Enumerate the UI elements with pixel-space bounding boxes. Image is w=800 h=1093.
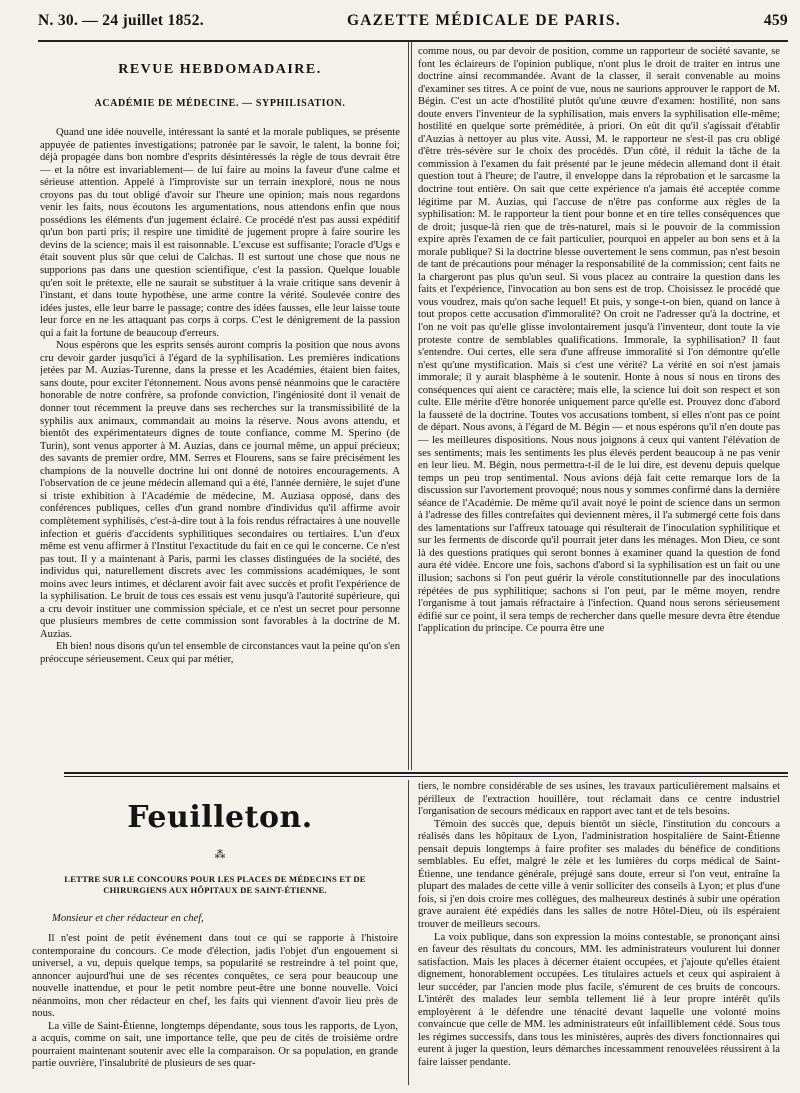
article-paragraph: comme nous, ou par devoir de position, comme un rapporteur de société savante, se font les éclaireurs de l'opinion publique, n'ont plus le droit de traiter en intrus une doctrine ainsi recommandée. Avant de la classer, il serait convenable au moins d'examiner ses titres. A ce point de vue, nous ne saurions approuver le rapport de M. Bégin. C'est un acte d'hostilité plutôt qu'une œuvre d'examen: hostilité, non sans doute envers l'inventeur de la syphilisation, mais envers la syphilisation elle-même; hostilité en quelque sorte préméditée, à priori. On eût dit qu'il s'agissait d'établir d'Auzias à nettoyer au plus vite. Aussi, M. le rapporteur ne s'est-il pas cru obligé d'être très-sévère sur le choix des procédés. D'un côté, il réduit la tâche de la commission à l'examen du fait présenté par le jeune médecin allemand dont il était question tout à l'heure; de l'autre, il enveloppe dans la réprobation et le sarcasme la doctrine tout entière. On sait que cette expérience n'a jamais été acceptée comme légitime par M. Auzias, qui l'accuse de n'être pas conforme aux règles de la syphilisation: M. le rapporteur la tient pour bonne et en tire telles conséquences que de droit; jusque-là rien que de très-naturel, mais si le pouvoir de la commission expire après l'examen de ce fait particulier, pourquoi en appeler au bon sens et à la morale publique? Si la doctrine blesse ouvertement le sens commun, pas n'est besoin de tant de précautions pour ménager la responsabilité de la commission; cent faits ne la chargeront pas plus qu'un seul. Si vous placez au contraire la question dans les faits et l'expérience, l'invocation au bon sens est de trop. Choisissez le procédé que vous voudrez, mais qu'on sache lequel! Et puis, y songe-t-on bien, quand on lance à tout propos cette accusation d'immoralité? On croit ne l'adresser qu'à la doctrine, et l'on ne voit pas qu'elle glisse involontairement jusqu'à l'inventeur, dont toute la vie proteste contre de semblables qualifications. Immorale, la syphilisation? Il faut s'entendre. Oui certes, elle sera d'une affreuse immoralité si l'on démontre qu'elle n'est qu'une mystification. Mais si c'est une vérité? La vérité en soi n'est jamais immorale; il y aurait blasphème à le soutenir. Honte à nous si nous en tirons des conséquences qui aient ce caractère; mais elle, la science lui doit son respect et son culte. Elle mérite d'être honorée uniquement parce qu'elle est. Prouvez donc d'abord la fausseté de la doctrine. Toutes vos accusations tombent, si elles n'ont pas ce point de départ. Nous avons, à l'égard de M. Bégin — et nous espérons qu'il n'en doute pas — les meilleures dispositions. Nous nous joignons à ceux qui vantent l'élévation de ses sentiments; mais les sentiments les plus élevés perdent beaucoup à ne pas venir en leur lieu. M. Bégin, nous permettra-t-il de le lui dire, est devenu depuis quelque temps un peu trop sentimental. Nous avions déjà fait cette remarque lors de la discussion sur l'avortement provoqué; nous nous y sommes confirmé dans la dernière séance de l'Académie. De même qu'il avait noyé le point de science dans un sermon à l'adresse des filles contrefaites qui deviennent mères, il l'a submergé cette fois dans des lamentations sur l'affreux tatouage qui résulterait de l'inoculation syphilitique et sur les ferments de discorde qu'il pourrait jeter dans les ménages. Mon Dieu, ce sont là des questions pratiques qui seront bonnes à examiner quand la question de fond aura été vidée. Encore une fois, sachons d'abord si la syphilisation est un fait ou une illusion; sachons si l'on peut guérir la vérole constitutionnelle par des inoculations répétées de pus syphilitique; sachons si l'on peut, par le même moyen, rendre l'organisme à tout jamais réfractaire à l'infection. Quand nous serons sérieusement édifié sur ce point, il sera temps de rechercher dans quelle mesure devra être étendue l'application du principe. Ce pourra être une <box>418 46 780 635</box>
feuilleton-paragraph: tiers, le nombre considérable de ses usines, les travaux particulièrement malsains et périlleux de l'extraction houillère, tout réclamait dans ce centre industriel l'organisation de secours médicaux en rapport avec tant et de tels besoins. <box>418 781 780 818</box>
section-subtitle: ACADÉMIE DE MÉDECINE. — SYPHILISATION. <box>94 98 346 109</box>
feuilleton-paragraph: Témoin des succès que, depuis bientôt un siècle, l'institution du concours a réalisés dans les hôpitaux de Lyon, l'administration hospitalière de Saint-Étienne pensait depuis longtemps à faire profiter ses malades du bénéfice de conditions semblables. Eu effet, malgré le zèle et les lumières du corps médical de Saint-Étienne, une tendance générale, préjugé sans doute, erreur si l'on veut, entraîne la plupart des malades de cette ville à venir solliciter des conseils à Lyon; et plus d'une fois, si j'en dois croire mes collègues, des malheureux destinés à subir une opération grave auraient été expédiés dans les salles de notre Hôtel-Dieu, où ils espéraient trouver de meilleurs secours. <box>418 818 780 931</box>
article-paragraph: Nous espérons que les esprits sensés auront compris la position que nous avons cru devoir garder jusqu'ici à l'égard de la syphilisation. Les premières indications jetées par M. Auzias-Turenne, dans la presse et les Académies, étaient bien faites, sans doute, pour exciter l'étonnement. Nous avons pensé néanmoins que le caractère honorable de notre confrère, sa profonde conviction, l'ingéniosité dont il venait de donner tout récemment la preuve dans ses recherches sur la transmissibilité de la syphilis aux animaux, commandait au moins la réserve. Nous avons attendu, et bientôt des expérimentateurs dignes de toute confiance, comme M. Sperino (de Turin), sont venus apporter à M. Auzias, dans ce journal même, un appui précieux; des savants de premier ordre, MM. Serres et Flourens, sans se faire précisément les champions de la nouvelle doctrine lui ont donné de notoires encouragements. A l'observation de ce jeune médecin allemand qui a été, l'année dernière, le sujet d'une si triste exhibition à l'Académie de médecine, M. Auziasa opposé, dans des conférences publiques, celles d'un grand nombre d'individus qu'il affirme avoir complètement syphilisés, c'est-à-dire tout à la fois rendus réfractaires à une nouvelle infection et guéris d'accidents syphilitiques secondaires ou tertiaires. L'un d'eux même est venu affirmer à l'Institut l'exactitude du fait en ce qui le concerne. Ce n'est pas tout. Il y a maintenant à Paris, parmi les classes distinguées de la société, des individus qui, naturellement discrets avec les commissions académiques, le sont moins avec leurs intimes, et déclarent avoir fait avec succès et profit l'expérience de la syphilisation. Le bruit de tous ces essais est venu jusqu'à l'autorité supérieure, qui a cru devoir instituer une commission spéciale, et ce n'est un secret pour personne que plusieurs membres de cette commission sont favorables à la doctrine de M. Auzias. <box>40 340 400 640</box>
journal-title: GAZETTE MÉDICALE DE PARIS. <box>346 12 621 29</box>
page-number: 459 <box>763 12 788 29</box>
feuilleton-title: Feuilleton. <box>127 800 313 835</box>
ornament-icon: ⁂ <box>214 849 226 861</box>
feuilleton-paragraph: Il n'est point de petit événement dans tout ce qui se rapporte à l'histoire contemporaine du concours. Ce mode d'élection, jadis l'objet d'un engouement si universel, a vu, depuis quelque temps, sa popularité se restreindre à tel point que, annoncer aujourd'hui une de ses récentes conquêtes, ce sera pour beaucoup une nouvelle inattendue, et pour le petit nombre peut-être une bonne nouvelle. Voici néanmoins, mon cher rédacteur en chef, les faits qui viennent d'avoir lieu près de nous. <box>32 933 398 1020</box>
feuilleton-subtitle: LETTRE SUR LE CONCOURS POUR LES PLACES DE MÉDECINS ET DE CHIRURGIENS AUX HÔPITAUX DE SAINT-ÉTIENNE. <box>64 874 366 895</box>
feuilleton-rule <box>64 772 788 774</box>
salutation: Monsieur et cher rédacteur en chef, <box>52 913 204 924</box>
article-column-left <box>40 127 400 768</box>
issue-date: N. 30. — 24 juillet 1852. <box>38 12 204 29</box>
article-column-right <box>418 46 780 768</box>
header-rule <box>38 40 788 42</box>
column-divider <box>408 42 409 770</box>
column-divider-inner <box>411 42 412 770</box>
page-header <box>38 12 788 38</box>
article-paragraph: Quand une idée nouvelle, intéressant la santé et la morale publiques, se présente appuyée de patientes investigations; patronée par le savoir, le talent, la bonne foi; déjà propagée dans bon nombre d'esprits désintéressés la règle de tous devrait être — et la nôtre est invariablement— de lui faire au moins la faveur d'une calme et sérieuse attention. Appelé à l'improviste sur un terrain inexploré, nous ne nous croyons pas du tout obligé d'avoir sur l'heure une opinion; mais nous regardons venir les faits, nous écoutons les argumentations, nous attendons enfin que nous possédions les éléments d'un jugement éclairé. Ce procédé n'est pas aussi expéditif qu'un bon parti pris; il respire une timidité de jugement propre à faire sourire les devins de la science; mais il est raisonnable. L'excuse est suffisante; l'oracle d'Ugs e était souvent plus sûr que celui de Calchas. Il est surtout une chose que nous ne supporions pas dans une question scientifique, c'est la passion. Quelque louable qu'en soit le prétexte, elle ne saurait se substituer à la vraie critique sans devenir à l'instant, et dans toute hypothèse, une arme contre la vérité. Soulevée contre des idées justes, elle leur barre le passage; contre des idées fausses, elle leur laisse toute leur force en ne les attaquant pas corps à corps. C'est le dénigrement de la passion qui a fait la fortune de beaucoup d'erreurs. <box>40 127 400 339</box>
feuilleton-rule-thin <box>64 776 788 777</box>
feuilleton-column-divider <box>408 780 409 1085</box>
feuilleton-paragraph: La ville de Saint-Étienne, longtemps dépendante, sous tous les rapports, de Lyon, a acquis, comme on sait, une importance telle, que peu de cités de troisième ordre pourraient maintenant soutenir avec elle la comparaison. Or sa population, en grande partie ouvrière, l'insalubrité de plusieurs de ses quar- <box>32 1020 398 1070</box>
feuilleton-paragraph: La voix publique, dans son expression la moins contestable, se prononçant ainsi en faveur des résultats du concours, MM. les administrateurs voulurent lui donner satisfaction. Mais les places à décerner étaient occupées, et j'ajoute qu'elles étaient dignement, honorablement occupées. Les titulaires actuels et ceux qui aspiraient à leur succéder, par l'ancien mode plus facile, s'émurent de ces bruits de concours. L'intérêt des malades leur sembla tellement lié à leur propre intérêt qu'ils employèrent à le défendre une ténacité devant laquelle une volonté moins convaincue que celle de MM. les administrateurs eût infailliblement cédé. Sous tous les régimes successifs, dans tous les ministères, auprès des divers fonctionnaires qui eurent à juger la question, leurs démarches incessamment renouvelées réussirent à la faire laisser pendante. <box>418 931 780 1069</box>
section-title: REVUE HEBDOMADAIRE. <box>118 62 322 77</box>
feuilleton-column-left <box>32 933 398 1088</box>
article-paragraph: Eh bien! nous disons qu'un tel ensemble de circonstances vaut la peine qu'on s'en préoccupe sérieusement. Ceux qui par métier, <box>40 641 400 665</box>
feuilleton-column-right <box>418 781 780 1088</box>
